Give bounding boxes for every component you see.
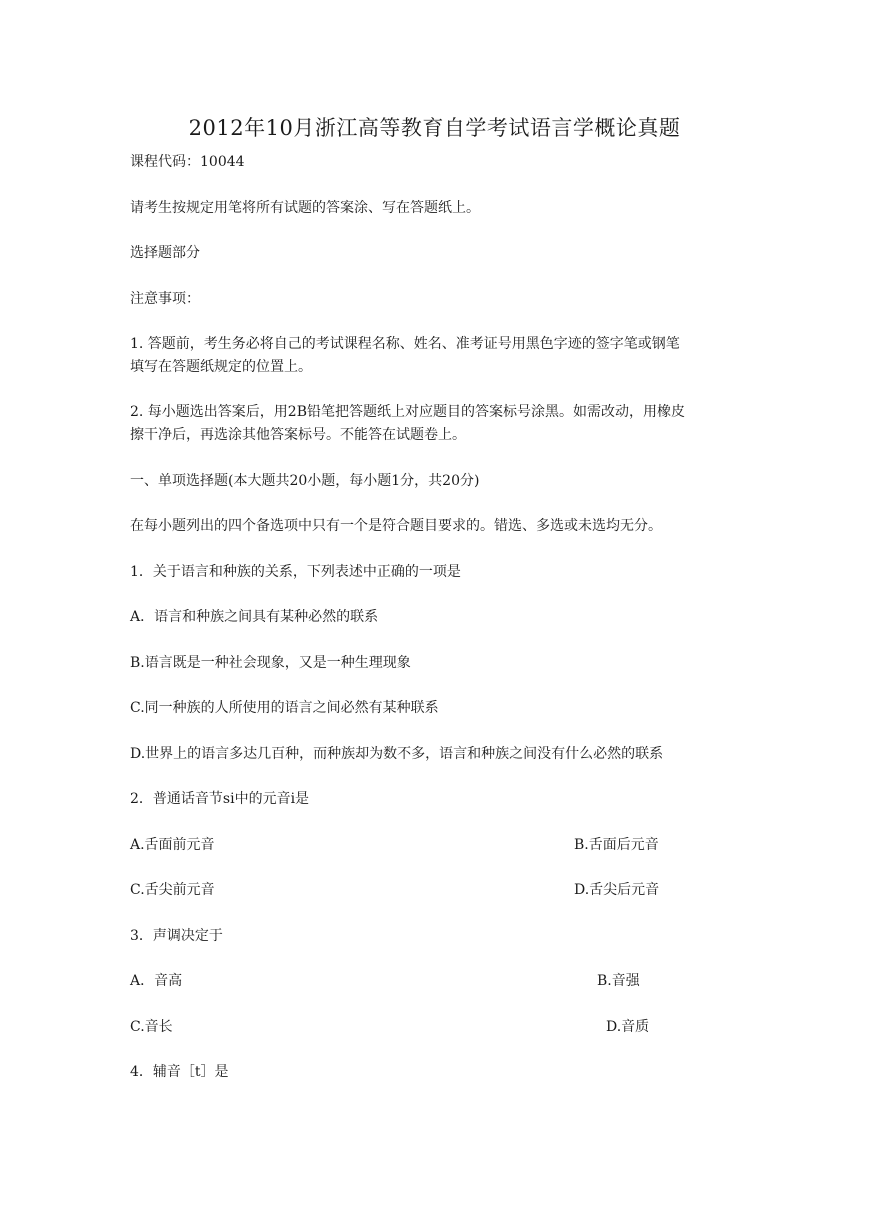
question-1-stem: 1．关于语言和种族的关系，下列表述中正确的一项是 — [130, 564, 461, 580]
notice-2-line-1: 2. 每小题选出答案后，用2B铅笔把答题纸上对应题目的答案标号涂黑。如需改动，用橡皮 — [130, 404, 686, 420]
part-1-heading: 一、单项选择题(本大题共20小题，每小题1分，共20分) — [130, 473, 480, 489]
section-heading-choice: 选择题部分 — [130, 245, 200, 261]
instruction-text: 请考生按规定用笔将所有试题的答案涂、写在答题纸上。 — [130, 200, 480, 216]
document-title: 2012年10月浙江高等教育自学考试语言学概论真题 — [188, 116, 681, 140]
part-1-rule: 在每小题列出的四个备选项中只有一个是符合题目要求的。错选、多选或未选均无分。 — [130, 518, 662, 534]
question-4-stem: 4．辅音［t］是 — [130, 1064, 229, 1080]
question-1-option-a: A．语言和种族之间具有某种必然的联系 — [130, 609, 379, 625]
question-2-option-a: A.舌面前元音 — [130, 837, 215, 853]
question-2-option-c: C.舌尖前元音 — [130, 882, 215, 898]
question-1-option-b: B.语言既是一种社会现象，又是一种生理现象 — [130, 655, 411, 671]
question-3-stem: 3．声调决定于 — [130, 928, 223, 944]
question-1-option-c: C.同一种族的人所使用的语言之间必然有某种联系 — [130, 700, 439, 716]
question-2-stem: 2．普通话音节si中的元音i是 — [130, 791, 310, 807]
notice-2-line-2: 擦干净后，再选涂其他答案标号。不能答在试题卷上。 — [130, 427, 466, 443]
question-3-option-c: C.音长 — [130, 1019, 173, 1035]
question-2-option-d: D.舌尖后元音 — [574, 882, 660, 898]
question-3-option-d: D.音质 — [606, 1019, 650, 1035]
notice-1-line-2: 填写在答题纸规定的位置上。 — [130, 359, 312, 375]
question-2-option-b: B.舌面后元音 — [574, 837, 659, 853]
notice-heading: 注意事项： — [130, 291, 200, 307]
question-1-option-d: D.世界上的语言多达几百种，而种族却为数不多，语言和种族之间没有什么必然的联系 — [130, 746, 664, 762]
question-3-option-a: A．音高 — [130, 973, 183, 989]
question-3-option-b: B.音强 — [597, 973, 640, 989]
notice-1-line-1: 1. 答题前，考生务必将自己的考试课程名称、姓名、准考证号用黑色字迹的签字笔或钢笔 — [130, 336, 680, 352]
course-code: 课程代码：10044 — [130, 154, 245, 170]
